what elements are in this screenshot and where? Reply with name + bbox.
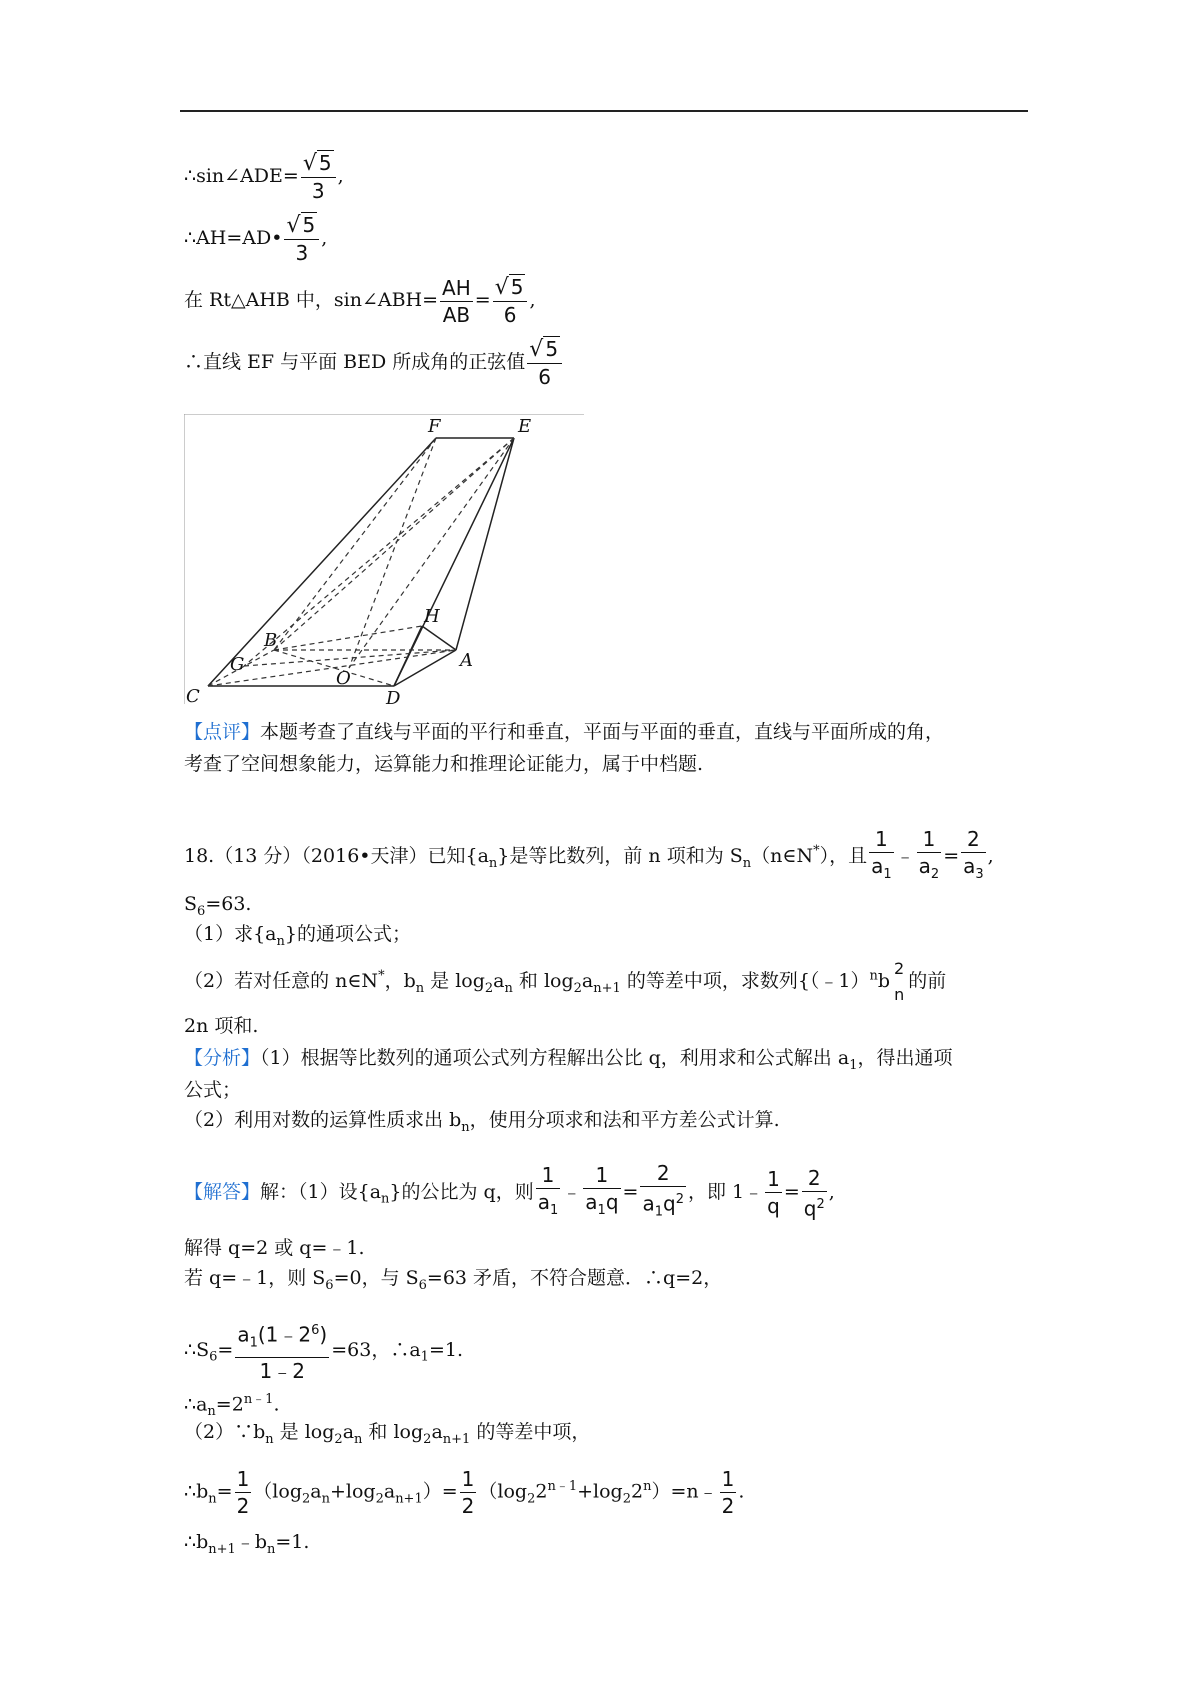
problem-q1: （1）求$\{a_n\}$的通项公式； xyxy=(184,923,411,949)
solution-line-6: $(2)\because b_n$ 是 $\log_2a_n$ 和 $\log_2a_{n+1}$ 的等差中项， xyxy=(184,1421,591,1447)
analysis-line-2: 公式； xyxy=(184,1079,242,1101)
solution-line-4: $\therefore S_6=$ $\frac{a_1(1﹣2^6)}{1﹣2}$ =63，$\therefore a_1=1$. xyxy=(184,1318,463,1384)
fraction: $\frac{2}{a_1q^2}$ xyxy=(642,1161,684,1220)
analysis-line-1: 【分析】（1）根据等比数列的通项公式列方程解出公比 q，利用求和公式解出 $a_1$，得出通项 xyxy=(184,1047,953,1073)
label-e: E xyxy=(518,416,532,437)
fraction: $\frac{√ 5}{3}$ xyxy=(301,150,336,204)
line-rt-ahb: 在 Rt△AHB 中，sin∠ABH= $\frac{AH}{AB}$ = $\frac{√ 5}{6}$ , xyxy=(184,275,536,327)
fraction: $\frac{1}{a_1q}$ xyxy=(585,1162,619,1218)
fraction: $\frac{1}{q}$ xyxy=(767,1167,780,1219)
label-c: C xyxy=(186,686,200,704)
fraction: $\frac{2}{a_3}$ xyxy=(963,827,984,882)
fraction: $\frac{√ 5}{3}$ xyxy=(284,212,319,266)
fraction: $\frac{a_1(1﹣2^6)}{1﹣2}$ xyxy=(235,1318,329,1384)
label-b: B xyxy=(264,630,278,651)
line-sin-ade: ∴sin∠ADE= $\frac{√ 5}{3}$ , xyxy=(184,151,344,203)
analysis-line-3: （2）利用对数的运算性质求出 $b_n$，使用分项求和法和平方差公式计算. xyxy=(184,1109,780,1135)
solution-line-5: $\therefore a_n=2^{n﹣1}$. xyxy=(184,1392,280,1420)
fraction: $\frac{1}{2}$ xyxy=(721,1467,735,1518)
solution-line-3: 若 q=﹣1，则 $S_6=0$，与 $S_6=63$ 矛盾，不符合题意．∴q=2， xyxy=(184,1267,723,1293)
fraction: $\frac{√ 5}{6}$ xyxy=(493,274,528,328)
label-o: O xyxy=(336,668,351,689)
comment-line-2: 考查了空间想象能力，运算能力和推理论证能力，属于中档题. xyxy=(184,753,704,775)
header-rule xyxy=(180,110,1028,112)
fraction: $\frac{1}{2}$ xyxy=(236,1467,250,1518)
comment-line-1: 【点评】本题考查了直线与平面的平行和垂直，平面与平面的垂直，直线与平面所成的角， xyxy=(184,721,945,743)
fraction: $\frac{1}{a_2}$ xyxy=(918,827,940,882)
fraction: $\frac{1}{a_1}$ xyxy=(537,1162,559,1218)
solution-line-7: $\therefore b_n=$ $\frac{1}{2}$ $(\log_2a_n+\log_2a_{n+1})=$ $\frac{1}{2}$ $(\log_22^{n﹣1}+\log_22^n)=n﹣$ $\frac{1}{2}$ . xyxy=(184,1467,745,1518)
solution-line-8: $\therefore b_{n+1}﹣b_n=1$. xyxy=(184,1531,310,1557)
problem-s6: $S_6=63$. xyxy=(184,893,252,919)
line-conclusion: ∴直线 EF 与平面 BED 所成角的正弦值 $\frac{√ 5}{6}$ xyxy=(184,336,564,390)
label-h: H xyxy=(424,606,440,627)
fraction: $\frac{AH}{AB}$ xyxy=(442,275,471,327)
fraction: $\frac{√ 5}{6}$ xyxy=(527,336,562,390)
solution-line-2: 解得 q=2 或 q=﹣1. xyxy=(184,1237,365,1259)
fraction: $\frac{1}{a_1}$ xyxy=(871,827,892,882)
geometry-diagram xyxy=(184,414,584,704)
problem-q2-tail: 2n 项和. xyxy=(184,1015,259,1037)
problem-18-statement: 18.（13 分）（2016•天津）已知$\{a_n\}$是等比数列，前 n 项和为 $S_n(n\in N^*)$，且 $\frac{1}{a_1}$ ﹣ $\frac{1}{a_2}$ = $\frac{2}{a_3}$ , xyxy=(184,826,994,888)
label-g: G xyxy=(230,654,245,675)
solution-line-1: 【解答】解：（1）设$\{a_n\}$的公比为 q，则 $\frac{1}{a_1}$ ﹣ $\frac{1}{a_1q}$ = $\frac{2}{a_1q^2}$ ，即 1﹣ $\frac{1}{q}$ = $\frac{2}{q^2}$ , xyxy=(184,1160,835,1226)
fraction: $\frac{1}{2}$ xyxy=(461,1467,475,1518)
label-a: A xyxy=(460,650,473,671)
label-f: F xyxy=(428,416,441,437)
problem-q2: （2）若对任意的 n∈N*，$b_n$ 是 $\log_2a_n$ 和 $\log_2a_{n+1}$ 的等差中项，求数列{（﹣1）$^n$b 2 n 的前 xyxy=(184,956,946,1008)
fraction: $\frac{2}{q^2}$ xyxy=(803,1165,825,1221)
label-d: D xyxy=(386,688,401,704)
fraction: 2 n xyxy=(894,959,905,1004)
line-ah: ∴AH=AD• $\frac{√ 5}{3}$ , xyxy=(184,213,328,265)
